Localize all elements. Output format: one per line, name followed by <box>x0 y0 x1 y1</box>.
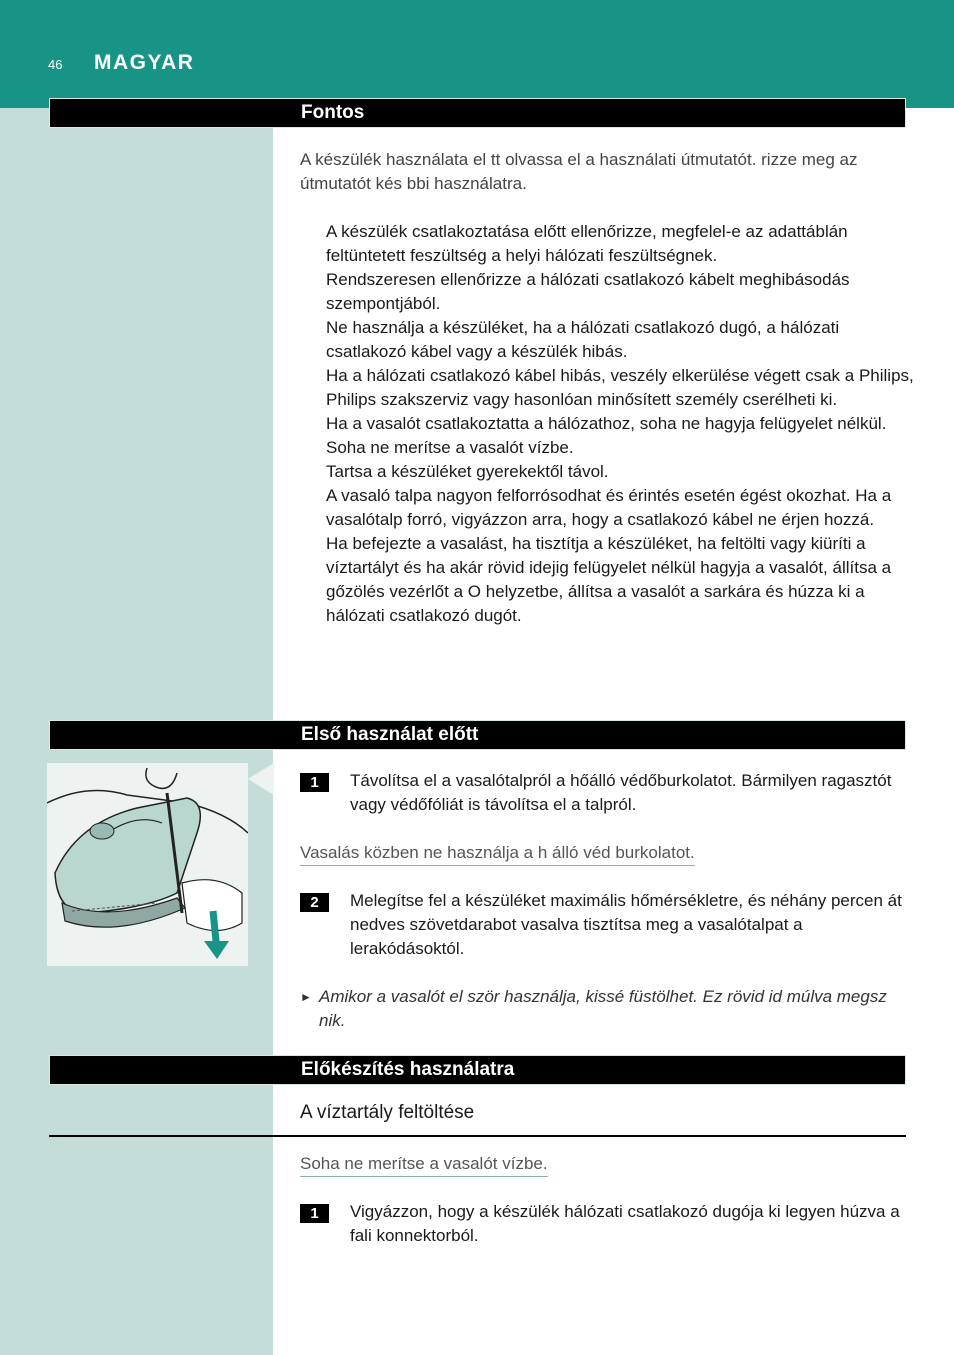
warning-item: Soha ne merítse a vasalót vízbe. <box>326 438 574 457</box>
warning-item: A vasaló talpa nagyon felforrósodhat és érintés esetén égést okozhat. Ha a vasalótalp forró, vigyázzon arra, hogy a csatlakozó kábel ne érjen hozzá. <box>326 486 892 529</box>
step-number: 1 <box>300 1204 329 1223</box>
tip-arrow-icon: ► <box>300 990 312 1004</box>
caution-note: Soha ne merítse a vasalót vízbe. <box>300 1153 548 1177</box>
step-number: 1 <box>300 773 329 792</box>
section-title-fontos: Fontos <box>301 102 365 123</box>
step-number: 2 <box>300 893 329 912</box>
section-title-first-use: Első használat előtt <box>301 724 479 745</box>
warning-item: Ha a vasalót csatlakoztatta a hálózathoz, soha ne hagyja felügyelet nélkül. <box>326 414 887 433</box>
warning-item: Rendszeresen ellenőrizze a hálózati csatlakozó kábelt meghibásodás szempontjából. <box>326 270 850 313</box>
step-text: Melegítse fel a készüléket maximális hőmérsékletre, és néhány percen át nedves szövetdarabot vasalva tisztítsa meg a vasalótalpat a lerakódásoktól. <box>350 891 902 958</box>
step-text: Távolítsa el a vasalótalpról a hőálló védőburkolatot. Bármilyen ragasztót vagy védőfóliát is távolítsa el a talpról. <box>350 771 892 814</box>
subheading-fill-tank: A víztartály feltöltése <box>300 1102 475 1123</box>
left-margin-column <box>0 0 273 1355</box>
warning-item: Ne használja a készüléket, ha a hálózati csatlakozó dugó, a hálózati csatlakozó kábel vagy a készülék hibás. <box>326 318 840 361</box>
section-bar-first-use <box>49 720 906 750</box>
warning-list <box>326 220 916 628</box>
tip-text: Amikor a vasalót el ször használja, kissé füstölhet. Ez rövid id múlva megsz nik. <box>319 987 887 1030</box>
section-bar-preparation <box>49 1055 906 1085</box>
warning-item: A készülék csatlakoztatása előtt ellenőrizze, megfelel-e az adattáblán feltüntetett feszültség a helyi hálózati feszültségnek. <box>326 222 848 265</box>
caution-note: Vasalás közben ne használja a h álló véd burkolatot. <box>300 842 695 866</box>
subheading-rule <box>49 1135 906 1137</box>
step-text: Vigyázzon, hogy a készülék hálózati csatlakozó dugója ki legyen húzva a fali konnektorból. <box>350 1202 900 1245</box>
intro-paragraph: A készülék használata el tt olvassa el a használati útmutatót. rizze meg az útmutatót kés bbi használatra. <box>300 150 858 193</box>
warning-item: Ha a hálózati csatlakozó kábel hibás, veszély elkerülése végett csak a Philips, Philips szakszerviz vagy hasonlóan minősített személy cserélheti ki. <box>326 366 914 409</box>
illustration-pointer <box>248 763 274 795</box>
section-title-preparation: Előkészítés használatra <box>301 1059 515 1080</box>
section-bar-fontos <box>49 98 906 128</box>
language-title: MAGYAR <box>94 51 195 74</box>
iron-drawing <box>47 763 248 966</box>
iron-illustration <box>47 763 248 966</box>
warning-item: Tartsa a készüléket gyerekektől távol. <box>326 462 609 481</box>
warning-item: Ha befejezte a vasalást, ha tisztítja a készüléket, ha feltölti vagy kiüríti a víztartályt és ha akár rövid idejig felügyelet nélkül hagyja a vasalót, állítsa a gőzölés vezérlőt a O helyzetbe, állítsa a vasalót a sarkára és húzza ki a hálózati csatlakozó dugót. <box>326 534 892 625</box>
page-number: 46 <box>48 57 63 72</box>
